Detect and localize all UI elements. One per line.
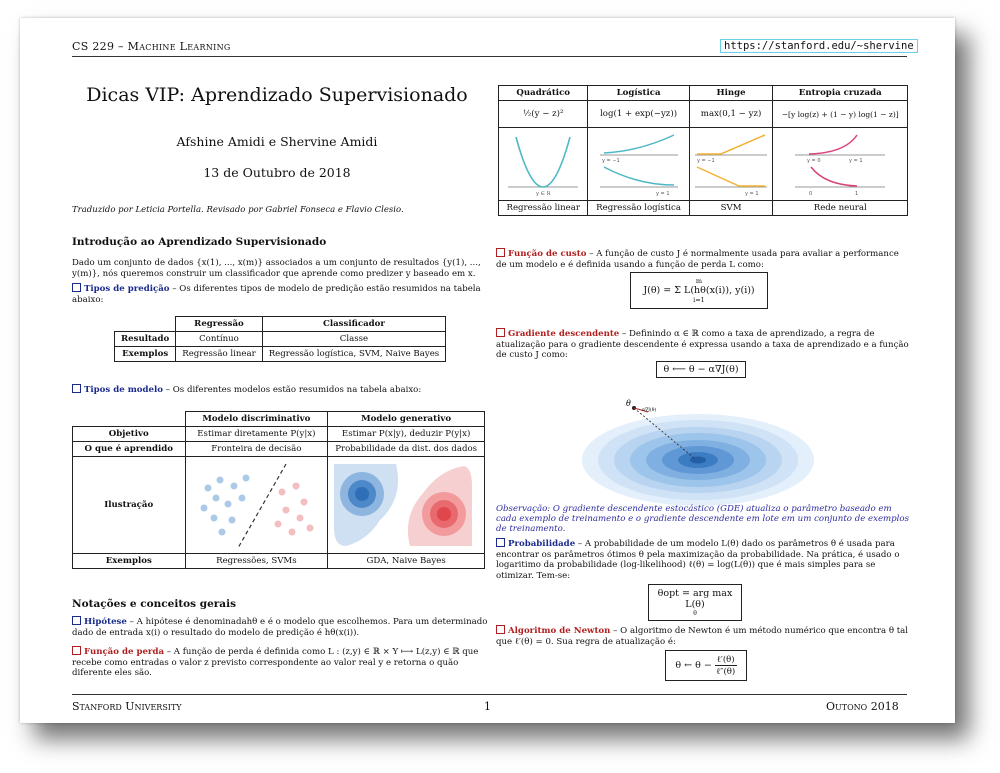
theta-label: θ bbox=[626, 399, 631, 408]
model-types-para bbox=[72, 384, 488, 396]
ce-curve-y1 bbox=[811, 167, 857, 186]
newton-text: – O algoritmo de Newton é um método numérico que encontra θ tal que ℓ′(θ) = 0. Sua regra de atualização é: bbox=[496, 626, 909, 647]
loss-formula: ½(y − z)² bbox=[499, 101, 588, 128]
quadratic-plot-cell bbox=[499, 128, 588, 201]
row-label: Ilustração bbox=[73, 457, 186, 554]
table-cell: Regressões, SVMs bbox=[185, 554, 328, 569]
hypothesis-para bbox=[72, 616, 488, 638]
loss-footer: Regressão linear bbox=[499, 201, 588, 216]
likelihood-key: Probabilidade bbox=[496, 539, 575, 549]
checkbox-icon bbox=[72, 384, 81, 393]
cost-contours bbox=[582, 414, 814, 506]
date: 13 de Outubro de 2018 bbox=[203, 165, 351, 180]
table-row bbox=[499, 128, 908, 201]
table-row bbox=[115, 332, 446, 347]
discriminative-illustration bbox=[185, 457, 328, 554]
gradient-formula: θ ⟵ θ − α∇J(θ) bbox=[656, 361, 746, 378]
cross-entropy-plot-cell bbox=[773, 128, 908, 201]
newton-para bbox=[496, 625, 910, 647]
generative-density-plot bbox=[328, 458, 478, 552]
plot-label: y = −1 bbox=[601, 158, 620, 164]
generative-illustration bbox=[328, 457, 485, 554]
gradient-descent-contour-plot bbox=[580, 396, 820, 508]
checkbox-icon bbox=[496, 328, 505, 337]
table-header: Regressão bbox=[176, 317, 262, 332]
newton-lhs: θ ← θ − bbox=[675, 660, 712, 671]
checkbox-icon bbox=[72, 646, 81, 655]
likelihood-para bbox=[496, 538, 910, 581]
row-label: Exemplos bbox=[115, 347, 176, 362]
table-cell: Estimar diretamente P(y|x) bbox=[185, 427, 328, 442]
loss-footer: SVM bbox=[689, 201, 773, 216]
model-types-key: Tipos de modelo bbox=[72, 385, 163, 395]
notation-heading: Notações e conceitos gerais bbox=[72, 598, 237, 610]
plot-label: y = −1 bbox=[697, 158, 715, 164]
cost-formula-text: J(θ) = Σ L(hθ(x(i)), y(i)) bbox=[643, 285, 755, 296]
blue-center bbox=[355, 487, 369, 501]
hinge-loss-plot bbox=[691, 129, 771, 199]
plot-label: 0 bbox=[809, 191, 813, 197]
logistic-curve-neg bbox=[604, 135, 674, 153]
row-label: Objetivo bbox=[73, 427, 186, 442]
page-title: Dicas VIP: Aprendizado Supervisionado bbox=[86, 84, 468, 106]
plot-label: y = 1 bbox=[655, 191, 670, 197]
loss-text: – A função de perda é definida como L : (z,y) ∈ ℝ × Y ⟼ L(z,y) ∈ ℝ que recebe como entradas o valor z previsto correspondente ao valor real y e retorna o quão diferente eles são. bbox=[72, 647, 479, 678]
intro-heading: Introdução ao Aprendizado Supervisionado bbox=[72, 236, 327, 248]
hinge-curve-neg bbox=[697, 135, 765, 154]
table-row bbox=[73, 442, 485, 457]
loss-formula: max(0,1 − yz) bbox=[689, 101, 773, 128]
plot-label: y = 0 bbox=[807, 158, 821, 164]
plot-label: y ∈ ℝ bbox=[536, 191, 551, 197]
quadratic-curve bbox=[516, 137, 570, 187]
table-header: Classificador bbox=[262, 317, 446, 332]
table-header: Logística bbox=[588, 86, 689, 101]
gradient-para bbox=[496, 328, 910, 361]
newton-numerator: ℓ′(θ) bbox=[716, 655, 735, 665]
prediction-types-text: – Os diferentes tipos de modelo de predição estão resumidos na tabela abaixo: bbox=[72, 284, 481, 305]
checkbox-icon bbox=[496, 538, 505, 547]
row-label: O que é aprendido bbox=[73, 442, 186, 457]
translation-credits: Traduzido por Leticia Portella. Revisado por Gabriel Fonseca e Flavio Clesio. bbox=[72, 205, 404, 215]
table-row bbox=[499, 86, 908, 101]
header-course: CS 229 – Machine Learning bbox=[72, 40, 231, 53]
cost-formula bbox=[630, 272, 768, 309]
table-row bbox=[73, 554, 485, 569]
cost-function-text: – A função de custo J é normalmente usada para avaliar a performance de um modelo e é definida usando a função de perda L como: bbox=[496, 249, 899, 270]
checkbox-icon bbox=[496, 625, 505, 634]
loss-footer: Rede neural bbox=[773, 201, 908, 216]
argmax-sub: θ bbox=[693, 610, 697, 617]
step-label: α∇J(θ) bbox=[642, 408, 657, 413]
logistic-loss-plot bbox=[594, 129, 684, 199]
checkbox-icon bbox=[496, 248, 505, 257]
likelihood-formula-text: θopt = arg max L(θ) bbox=[657, 588, 733, 610]
table-cell: Contínuo bbox=[176, 332, 262, 347]
table-cell: GDA, Naive Bayes bbox=[328, 554, 485, 569]
red-points bbox=[274, 483, 313, 536]
table-row bbox=[115, 347, 446, 362]
plot-label: y = 1 bbox=[849, 158, 863, 164]
table-cell: Regressão logística, SVM, Naive Bayes bbox=[262, 347, 446, 362]
red-center bbox=[437, 507, 451, 521]
table-cell: Probabilidade da dist. dos dados bbox=[328, 442, 485, 457]
cost-function-para bbox=[496, 248, 910, 270]
hypothesis-text: – A hipótese é denominadahθ e é o modelo que escolhemos. Para um determinado dado de entrada x(i) o resultado do modelo de predição é hθ(x(i)). bbox=[72, 617, 488, 638]
table-corner bbox=[115, 317, 176, 332]
hinge-curve-pos bbox=[697, 167, 765, 186]
table-header: Modelo generativo bbox=[328, 412, 485, 427]
discriminative-scatter-plot bbox=[186, 458, 326, 552]
ce-curve-y0 bbox=[809, 135, 857, 154]
loss-key: Função de perda bbox=[72, 647, 164, 657]
sgd-observation: Observação: O gradiente descendente estocástico (GDE) atualiza o parâmetro baseado em cada exemplo de treinamento e o gradiente descendente em lote em um conjunto de exemplos de treinamento. bbox=[496, 504, 910, 534]
loss-footer: Regressão logística bbox=[588, 201, 689, 216]
table-header: Modelo discriminativo bbox=[185, 412, 328, 427]
row-label: Resultado bbox=[115, 332, 176, 347]
hinge-plot-cell bbox=[689, 128, 773, 201]
footer-term: Outono 2018 bbox=[826, 700, 899, 713]
row-label: Exemplos bbox=[73, 554, 186, 569]
logistic-plot-cell bbox=[588, 128, 689, 201]
gradient-key: Gradiente descendente bbox=[496, 329, 619, 339]
plot-label: 1 bbox=[855, 191, 859, 197]
table-header: Hinge bbox=[689, 86, 773, 101]
table-cell: Fronteira de decisão bbox=[185, 442, 328, 457]
table-cell: Estimar P(x|y), deduzir P(y|x) bbox=[328, 427, 485, 442]
logistic-curve-pos bbox=[604, 167, 674, 185]
checkbox-icon bbox=[72, 616, 81, 625]
sum-lower: i=1 bbox=[693, 296, 705, 304]
prediction-types-key: Tipos de predição bbox=[72, 284, 170, 294]
model-types-text: – Os diferentes modelos estão resumidos na tabela abaixo: bbox=[163, 385, 422, 395]
table-corner bbox=[73, 412, 186, 427]
newton-key: Algoritmo de Newton bbox=[496, 626, 610, 636]
table-row bbox=[73, 427, 485, 442]
likelihood-formula bbox=[648, 584, 742, 621]
loss-para bbox=[72, 646, 488, 679]
hypothesis-key: Hipótese bbox=[72, 617, 127, 627]
header-url-link[interactable]: https://stanford.edu/~shervine bbox=[720, 39, 918, 53]
prediction-types-para bbox=[72, 283, 488, 305]
table-cell: Classe bbox=[262, 332, 446, 347]
document-page bbox=[20, 18, 955, 723]
checkbox-icon bbox=[72, 283, 81, 292]
likelihood-text: – A probabilidade de um modelo L(θ) dado os parâmetros θ é usada para encontrar os parâmetros ótimos θ pela maximização da probabilidade. Na prática, é usado o logaritimo da probabilidade (log-likelihood) ℓ(θ) = log(L(θ)) que é mais simples para se otimizar. Tem-se: bbox=[496, 539, 900, 581]
table-cell: Regressão linear bbox=[176, 347, 262, 362]
newton-fraction bbox=[715, 654, 737, 677]
table-row bbox=[73, 457, 485, 554]
model-table bbox=[72, 411, 485, 569]
loss-formula: −[y log(z) + (1 − y) log(1 − z)] bbox=[773, 101, 908, 128]
table-header: Quadrático bbox=[499, 86, 588, 101]
table-row bbox=[499, 101, 908, 128]
table-header: Entropia cruzada bbox=[773, 86, 908, 101]
authors: Afshine Amidi e Shervine Amidi bbox=[176, 134, 378, 149]
footer-rule bbox=[72, 694, 907, 695]
cost-function-key: Função de custo bbox=[496, 249, 586, 259]
newton-denominator: ℓ″(θ) bbox=[716, 667, 736, 677]
gradient-text: – Definindo α ∈ ℝ como a taxa de aprendizado, a regra de atualização para o gradiente descendente é expressa usando a taxa de aprendizado e a função de custo J como: bbox=[496, 329, 909, 360]
plot-label: y = 1 bbox=[745, 191, 759, 197]
loss-formula: log(1 + exp(−yz)) bbox=[588, 101, 689, 128]
footer-page-number: 1 bbox=[484, 700, 491, 713]
newton-formula bbox=[665, 650, 747, 681]
blue-points bbox=[200, 475, 249, 536]
sum-upper: m bbox=[695, 277, 703, 285]
header-rule bbox=[72, 56, 907, 57]
quadratic-loss-plot bbox=[502, 129, 584, 199]
cross-entropy-loss-plot bbox=[785, 129, 895, 199]
footer-university: Stanford University bbox=[72, 700, 182, 713]
prediction-table bbox=[114, 316, 446, 362]
intro-text: Dado um conjunto de dados {x(1), ..., x(m)} associados a um conjunto de resultados {y(1), ..., y(m)}, nós queremos construir um classificador que aprende como predizer y baseado em x. bbox=[72, 258, 481, 279]
table-row bbox=[499, 201, 908, 216]
loss-function-table bbox=[498, 85, 908, 216]
